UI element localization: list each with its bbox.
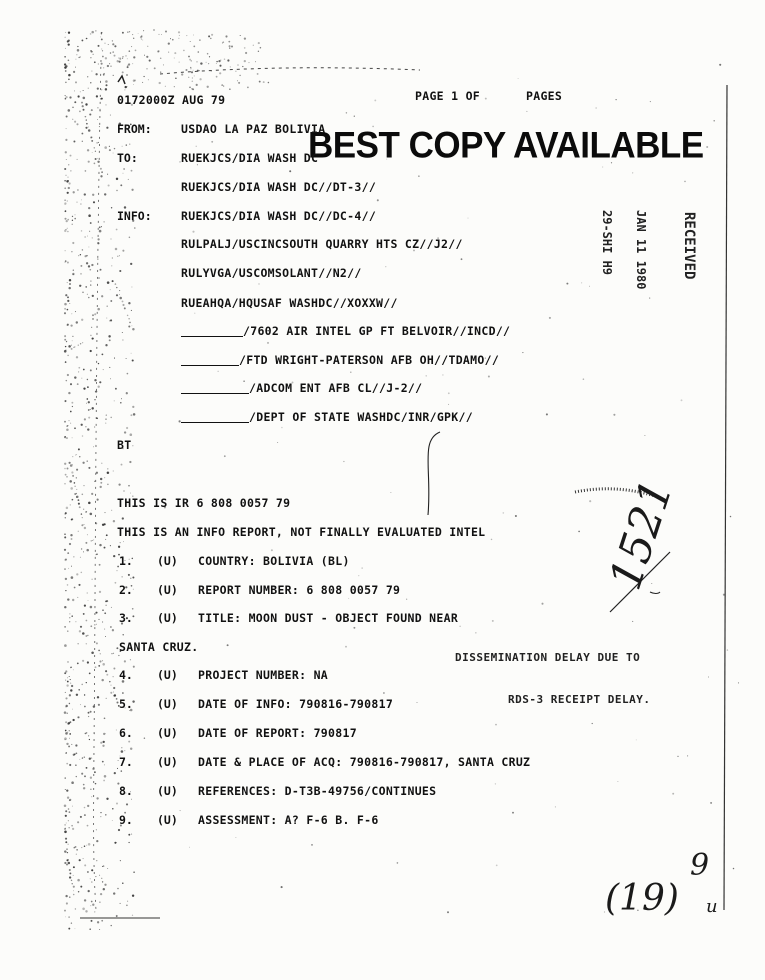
right-border-line <box>724 85 727 910</box>
item-classification: (U) <box>157 583 178 597</box>
item-number: 2. <box>119 583 133 597</box>
item-text: PROJECT NUMBER: NA <box>198 668 329 682</box>
item-text: REPORT NUMBER: 6 808 0057 79 <box>198 583 401 597</box>
item-text: REFERENCES: D-T3B-49756/CONTINUES <box>198 784 437 798</box>
item-classification: (U) <box>157 784 178 798</box>
from-label: FROM: <box>117 122 152 136</box>
best-copy-stamp: BEST COPY AVAILABLE <box>308 125 704 166</box>
item-text: DATE OF INFO: 790816-790817 <box>198 697 394 711</box>
item-text: DATE & PLACE OF ACQ: 790816-790817, SANTA CRUZ <box>198 755 531 769</box>
intro-line-1: THIS IS IR 6 808 0057 79 <box>117 496 291 510</box>
to-label: TO: <box>117 151 138 165</box>
item-number: 6. <box>119 726 133 740</box>
info-value-2: RULPALJ/USCINCSOUTH QUARRY HTS CZ//J2// <box>181 237 463 251</box>
item-classification: (U) <box>157 611 178 625</box>
info-value-8: /DEPT OF STATE WASHDC/INR/GPK// <box>249 410 473 424</box>
item-number: 9. <box>119 813 133 827</box>
item-classification: (U) <box>157 554 178 568</box>
bt-marker: BT <box>117 438 132 452</box>
dtg: 0172000Z AUG 79 <box>117 93 226 107</box>
to-value-1: RUEKJCS/DIA WASH DC <box>181 151 319 165</box>
item-text: ASSESSMENT: A? F-6 B. F-6 <box>198 813 379 827</box>
received-stamp-date: JAN 11 1980 <box>634 210 648 290</box>
handwritten-page-mark-superscript: 9 <box>690 848 710 883</box>
info-value-1: RUEKJCS/DIA WASH DC//DC-4// <box>181 209 377 223</box>
dissemination-note-2: RDS-3 RECEIPT DELAY. <box>508 693 651 706</box>
item-number: 4. <box>119 668 133 682</box>
blank-line <box>181 422 249 423</box>
item-text: COUNTRY: BOLIVIA (BL) <box>198 554 350 568</box>
handwritten-page-mark: (19) <box>605 878 679 919</box>
item-classification: (U) <box>157 697 178 711</box>
handwritten-page-mark-subscript: u <box>706 896 718 917</box>
item-classification: (U) <box>157 755 178 769</box>
handwritten-number: 1521 <box>600 473 684 596</box>
blank-line <box>181 336 243 337</box>
item-number: 1. <box>119 554 133 568</box>
info-value-4: RUEAHQA/HQUSAF WASHDC//XOXXW// <box>181 296 398 310</box>
item-number: 5. <box>119 697 133 711</box>
info-value-3: RULYVGA/USCOMSOLANT//N2// <box>181 266 362 280</box>
blank-line <box>181 393 249 394</box>
blank-line <box>181 365 239 366</box>
to-value-2: RUEKJCS/DIA WASH DC//DT-3// <box>181 180 377 194</box>
item-classification: (U) <box>157 668 178 682</box>
item-number: 8. <box>119 784 133 798</box>
item-text: TITLE: MOON DUST - OBJECT FOUND NEAR <box>198 611 459 625</box>
item-classification: (U) <box>157 813 178 827</box>
received-stamp-label: RECEIVED <box>681 212 697 280</box>
info-value-6: /FTD WRIGHT-PATERSON AFB OH//TDAMO// <box>239 353 500 367</box>
received-stamp-number: 29-SHI H9 <box>600 210 614 276</box>
intro-line-2: THIS IS AN INFO REPORT, NOT FINALLY EVALUATED INTEL <box>117 525 486 539</box>
from-value: USDAO LA PAZ BOLIVIA <box>181 122 326 136</box>
info-label: INFO: <box>117 209 152 223</box>
item-number: 7. <box>119 755 133 769</box>
page-total: PAGES <box>526 89 563 103</box>
item-continuation: SANTA CRUZ. <box>119 640 199 654</box>
item-text: DATE OF REPORT: 790817 <box>198 726 357 740</box>
dissemination-note-1: DISSEMINATION DELAY DUE TO <box>455 651 641 664</box>
info-value-5: /7602 AIR INTEL GP FT BELVOIR//INCD// <box>243 324 511 338</box>
item-number: 3. <box>119 611 133 625</box>
info-value-7: /ADCOM ENT AFB CL//J-2// <box>249 381 423 395</box>
item-classification: (U) <box>157 726 178 740</box>
page-number: PAGE 1 OF <box>415 89 481 103</box>
